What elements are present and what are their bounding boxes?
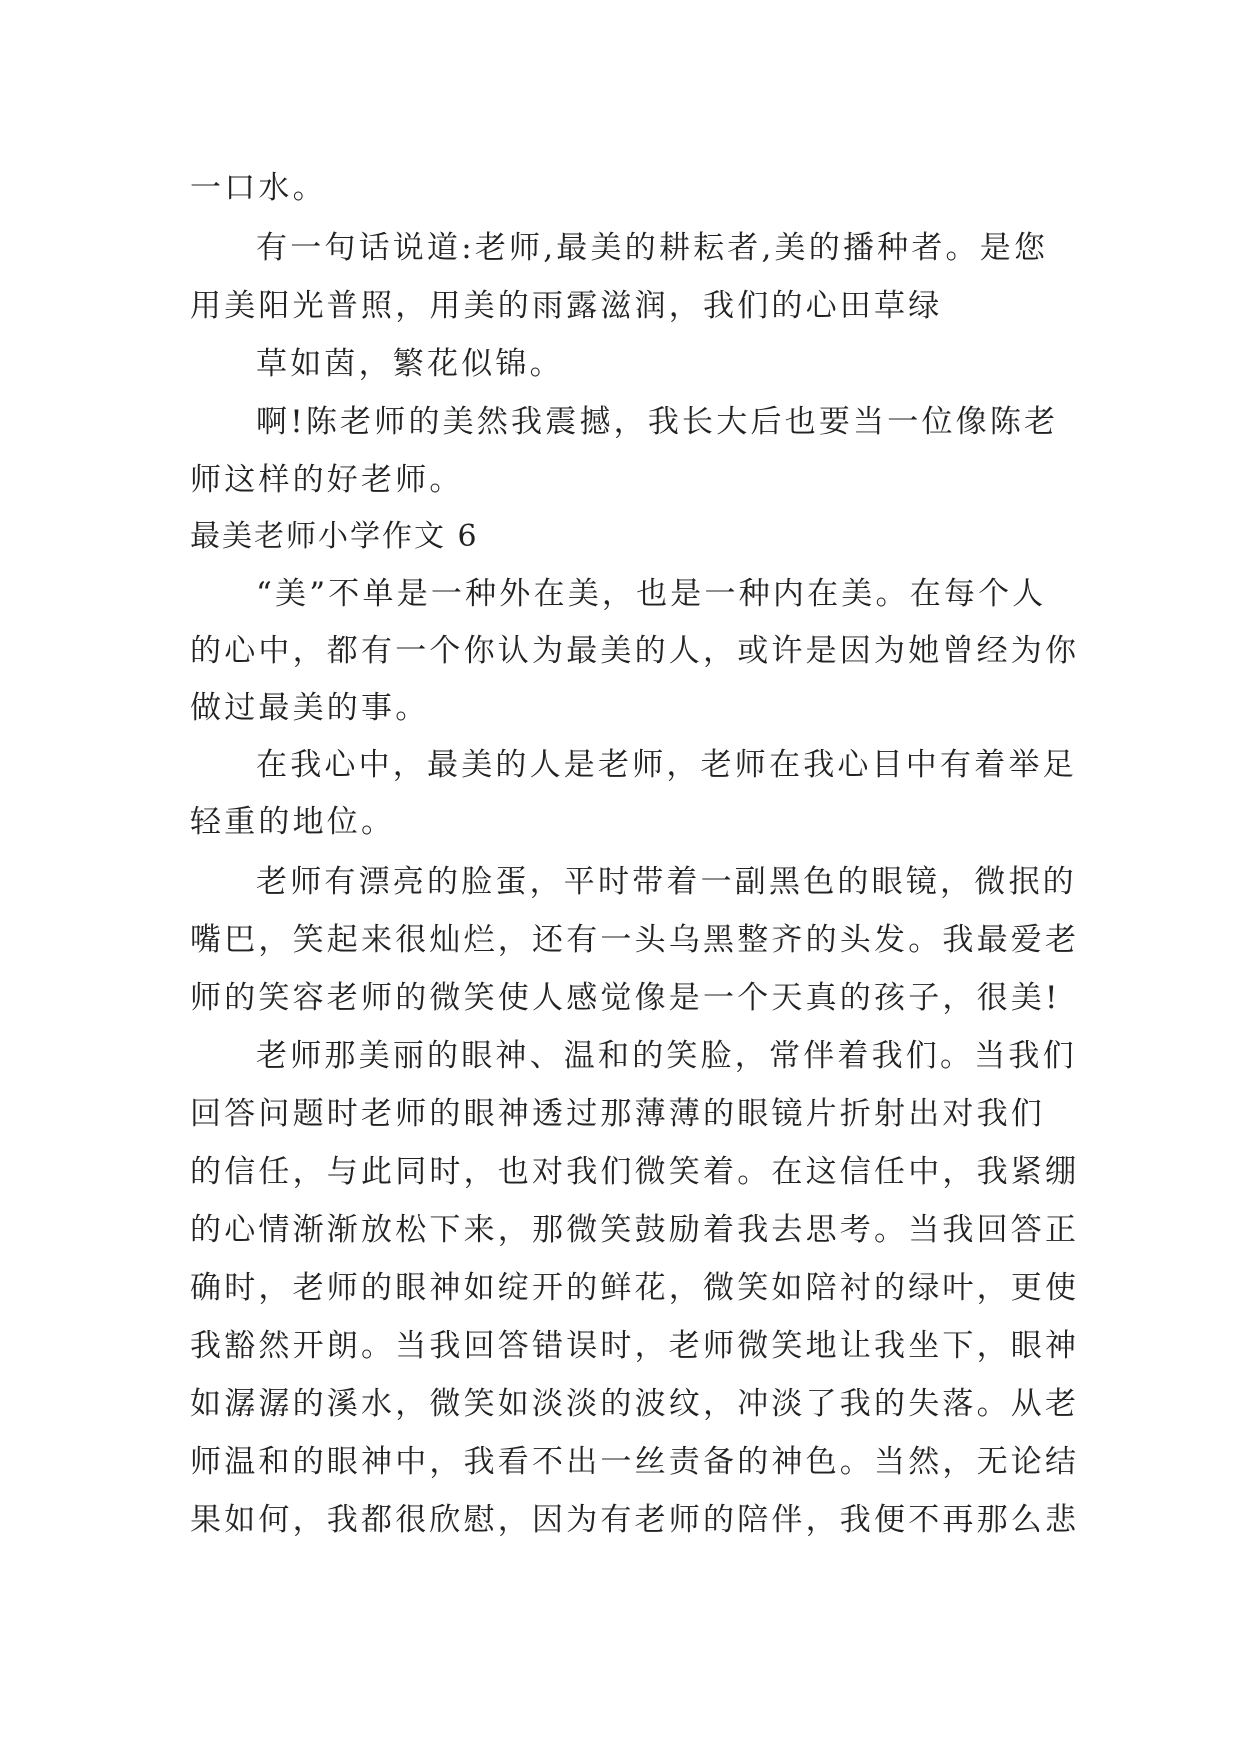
text-line: 的心情渐渐放松下来，那微笑鼓励着我去思考。当我回答正: [190, 1212, 1080, 1248]
paragraph-line: 老师有漂亮的脸蛋，平时带着一副黑色的眼镜，微抿的: [256, 864, 1077, 900]
paragraph-line: 在我心中，最美的人是老师，老师在我心目中有着举足: [256, 747, 1077, 783]
text-line: 回答问题时老师的眼神透过那薄薄的眼镜片折射出对我们: [190, 1096, 1045, 1132]
text-line: 嘴巴，笑起来很灿烂，还有一头乌黑整齐的头发。我最爱老: [190, 922, 1080, 958]
text-line: 做过最美的事。: [190, 690, 430, 726]
text-line: 的心中，都有一个你认为最美的人，或许是因为她曾经为你: [190, 633, 1080, 669]
text-line: 果如何，我都很欣慰，因为有老师的陪伴，我便不再那么悲: [190, 1502, 1080, 1538]
text-line: 如潺潺的溪水，微笑如淡淡的波纹，冲淡了我的失落。从老: [190, 1386, 1080, 1422]
paragraph-line: 老师那美丽的眼神、温和的笑脸，常伴着我们。当我们: [256, 1038, 1077, 1074]
section-heading: 最美老师小学作文 6: [190, 519, 479, 554]
paragraph-line: 草如茵，繁花似锦。: [256, 346, 564, 382]
text-line: 的信任，与此同时，也对我们微笑着。在这信任中，我紧绷: [190, 1154, 1080, 1190]
text-line: 我豁然开朗。当我回答错误时，老师微笑地让我坐下，眼神: [190, 1328, 1080, 1364]
paragraph-line: 啊!陈老师的美然我震撼，我长大后也要当一位像陈老: [256, 404, 1059, 440]
text-line: 确时，老师的眼神如绽开的鲜花，微笑如陪衬的绿叶，更使: [190, 1270, 1080, 1306]
text-line: 用美阳光普照，用美的雨露滋润，我们的心田草绿: [190, 288, 943, 324]
paragraph-line: 有一句话说道:老师,最美的耕耘者,美的播种者。是您: [256, 230, 1049, 266]
text-line: 轻重的地位。: [190, 804, 396, 840]
text-line: 一口水。: [190, 170, 327, 206]
text-line: 师的笑容老师的微笑使人感觉像是一个天真的孩子，很美!: [190, 980, 1061, 1016]
text-line: 师这样的好老师。: [190, 462, 464, 498]
paragraph-line: “美”不单是一种外在美，也是一种内在美。在每个人: [256, 576, 1047, 612]
text-line: 师温和的眼神中，我看不出一丝责备的神色。当然，无论结: [190, 1444, 1080, 1480]
